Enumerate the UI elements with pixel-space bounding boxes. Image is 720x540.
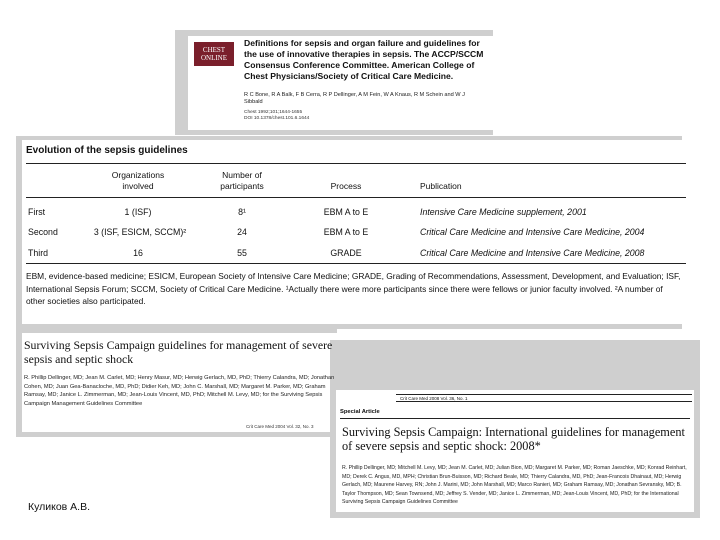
header-participants: Number of participants: [220, 170, 264, 191]
logo-line-2: ONLINE: [200, 54, 228, 62]
row-publication: Critical Care Medicine and Intensive Care Medicine, 2004: [420, 227, 645, 237]
row-organizations: 3 (ISF, ESICM, SCCM)²: [93, 227, 187, 237]
row-organizations: 16: [133, 248, 143, 258]
table-header-rule: [26, 197, 686, 198]
citation-line-2: DOI 10.1378/chest.101.6.1644: [244, 116, 310, 121]
row-participants: 24: [237, 227, 247, 237]
row-process: GRADE: [330, 248, 362, 258]
header-publication: Publication: [420, 181, 462, 191]
chest-online-logo: [194, 42, 234, 66]
row-process: EBM A to E: [323, 227, 369, 237]
header-organizations: Organizations involved: [111, 170, 165, 191]
top-article-authors: R C Bone, R A Balk, F B Cerra, R P Dellinger, A M Fein, W A Knaus, R M Schein and W J Sibbald: [244, 92, 465, 105]
row-edition: Third: [28, 248, 49, 258]
row-edition: Second: [28, 227, 58, 237]
right-article-rule: [340, 418, 690, 419]
left-article-authors: R. Phillip Dellinger, MD; Jean M. Carlet, MD; Henry Masur, MD; Herwig Gerlach, MD, PhD; Thierry Calandra, MD; Jonathan Cohen, MD; Juan Gea-Banacloche, MD, PhD; Didier Keh, MD; John C. Marshall, MD; Margaret M. Parker, MD; Graham Ramsay, MD; Janice L. Zimmerman, MD; Jean-Louis Vincent, MD, PhD; Mitchell M. Levy, MD; for the Surviving Sepsis Campaign Management Guidelines Committee: [24, 375, 335, 407]
row-publication: Critical Care Medicine and Intensive Care Medicine, 2008: [420, 248, 645, 258]
row-publication: Intensive Care Medicine supplement, 2001: [420, 207, 587, 217]
special-article-label: Special Article: [340, 409, 380, 415]
table-top-rule: [26, 163, 686, 164]
top-article-citation: [244, 110, 484, 122]
row-process: EBM A to E: [323, 207, 369, 217]
left-article-title: Surviving Sepsis Campaign guidelines for management of severe sepsis and septic shock: [24, 338, 333, 366]
right-article-title: Surviving Sepsis Campaign: International guidelines for management of severe sepsis and septic shock: 2008*: [342, 425, 685, 453]
row-edition: First: [28, 207, 46, 217]
row-participants: 55: [237, 248, 247, 258]
header-process: Process: [330, 181, 362, 191]
row-participants: 8¹: [238, 207, 246, 217]
presentation-author: Куликов А.В.: [28, 501, 91, 513]
right-article-header: Crit Care Med 2008 Vol. 36, No. 1: [396, 394, 692, 402]
table-footnote: EBM, evidence-based medicine; ESICM, European Society of Intensive Care Medicine; GRADE, Grading of Recommendations, Assessment, Development, and Evaluation; ISF, International Sepsis Forum; SCCM, Society of Critical Care Medicine. ¹Actually there were more participants since there were fellows or junior faculty involved. ²A number of other societies also participated.: [26, 271, 681, 307]
table-bottom-rule: [26, 263, 686, 264]
left-article-citation: Crit Care Med 2004 Vol. 32, No. 3: [246, 424, 314, 429]
right-article-authors: R. Phillip Dellinger, MD; Mitchell M. Levy, MD; Jean M. Carlet, MD; Julian Bion, MD; Margaret M. Parker, MD; Roman Jaeschke, MD; Konrad Reinhart, MD; Derek C. Angus, MD, MPH; Christian Brun-Buisson, MD; Richard Beale, MD; Thierry Calandra, MD, PhD; Jean-Francois Dhainaut, MD; Herwig Gerlach, MD; Maurene Harvey, RN; John J. Marini, MD; John Marshall, MD; Marco Ranieri, MD; Graham Ramsay, MD; Jonathan Sevransky, MD; B. Taylor Thompson, MD; Sean Townsend, MD; Jeffrey S. Vender, MD; Janice L. Zimmerman, MD; Jean-Louis Vincent, MD, PhD; for the International Surviving Sepsis Campaign Guidelines Committee: [342, 465, 687, 506]
citation-line-1: Chest 1992;101;1644-1655: [244, 110, 303, 115]
row-organizations: 1 (ISF): [124, 207, 152, 217]
table-title: Evolution of the sepsis guidelines: [26, 145, 188, 156]
top-article-title: Definitions for sepsis and organ failure and guidelines for the use of innovative therapies in sepsis. The ACCP/SCCM Consensus Conference Committee. American College of Chest Physicians/Society of Critical Care Medicine.: [244, 38, 484, 81]
logo-line-1: CHEST: [202, 46, 226, 54]
